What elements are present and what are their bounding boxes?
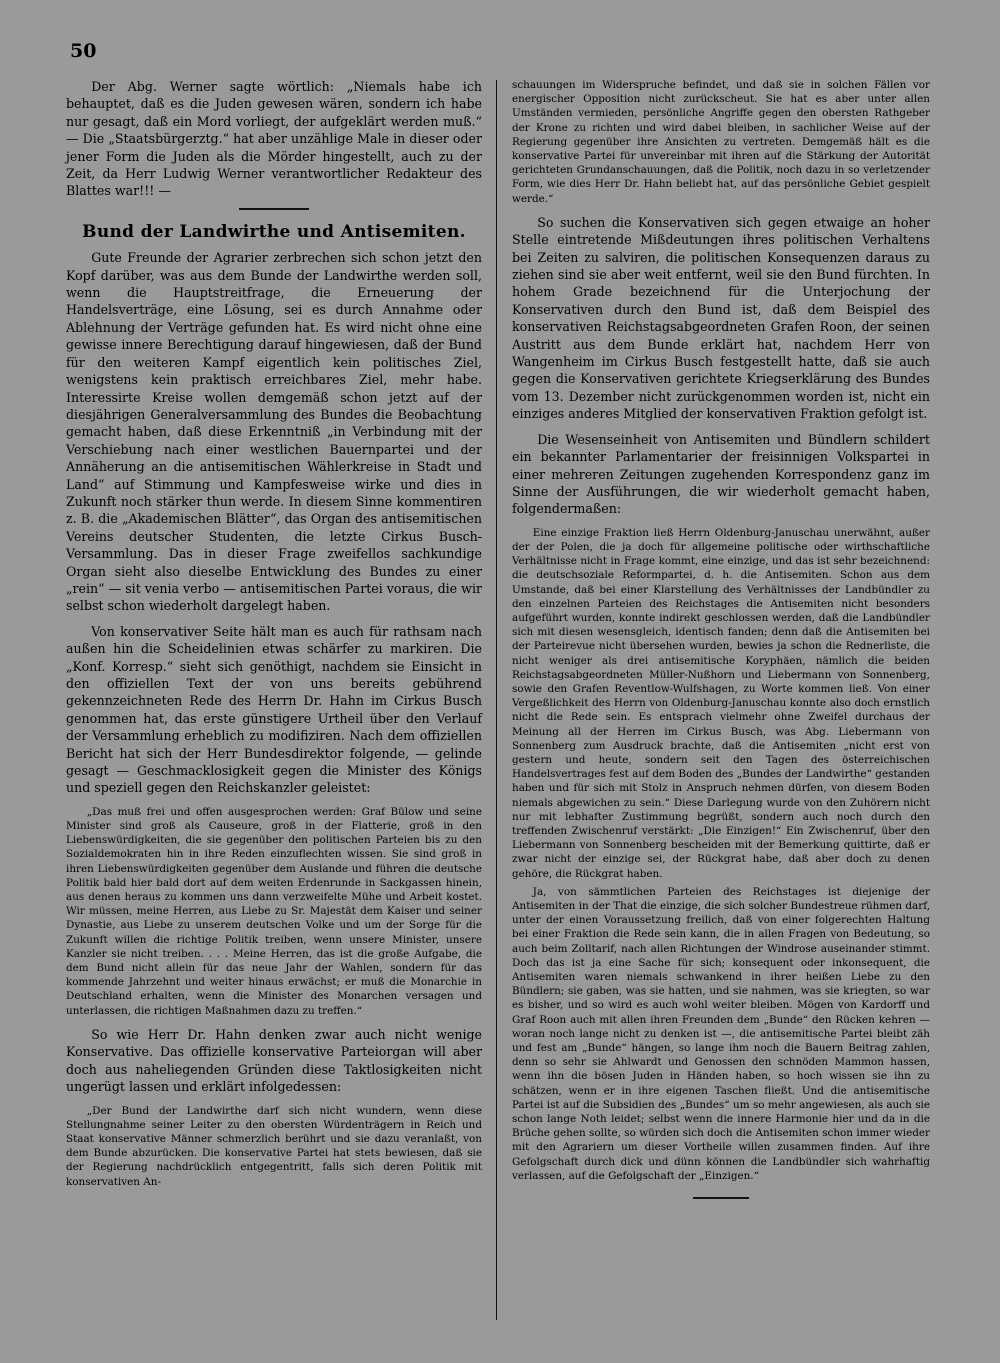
paragraph-hahn: So wie Herr Dr. Hahn denken zwar auch nicht wenige Konservative. Das offizielle konservative Parteiorgan will aber doch aus naheliegenden Gründen diese Taktlosigkeiten nicht ungerügt lassen und erklärt infolgedessen: — [66, 1026, 482, 1095]
divider-rule — [239, 208, 309, 210]
column-divider — [496, 80, 497, 1320]
right-column — [512, 78, 930, 1199]
quote-konserv-korresp: „Der Bund der Landwirthe darf sich nicht wundern, wenn diese Stellungnahme seiner Leiter zu den obersten Würdenträgern in Reich und Staat konservative Männer schmerzlich berührt und sie dazu veranlaßt, von dem Bunde abzurücken. Die konservative Partei hat stets bewiesen, daß sie der Regierung nachdrücklich entgegentritt, falls sich deren Politik mit konservativen An- — [66, 1104, 482, 1188]
quote-hahn-speech: „Das muß frei und offen ausgesprochen werden: Graf Bülow und seine Minister sind groß als Causeure, groß in der Flatterie, groß in den Liebenswürdigkeiten, die sie gegenüber den politischen Parteien bis zu den Sozialdemokraten hin in ihre Reden einzuflechten wissen. Sie sind groß in ihren Liebenswürdigkeiten gegenüber dem Auslande und führen die deutsche Politik bald hier bald dort auf dem weiten Erdenrunde in Sackgassen hinein, aus denen heraus zu kommen uns dann verzweifelte Mühe und Arbeit kostet. Wir müssen, meine Herren, aus Liebe zu Sr. Majestät dem Kaiser und seiner Dynastie, aus Liebe zu unserem deutschen Volke und um der Sorge für die Zukunft willen die richtige Politik treiben, wenn unsere Minister, unsere Kanzler sie nicht treiben. . . . Meine Herren, das ist die große Aufgabe, die dem Bund nicht allein für das neue Jahr der Wahlen, sondern für das kommende Jahrzehnt und weiter hinaus erwächst; er muß die Monarchie in Deutschland erhalten, wenn die Minister des Monarchen versagen und unterlassen, die richtigen Maßnahmen dazu zu treffen.“ — [66, 805, 482, 1017]
quote-correspondence-2: Ja, von sämmtlichen Parteien des Reichstages ist diejenige der Antisemiten in der That die einzige, die sich solcher Bundestreue rühmen darf, unter der einen Voraussetzung freilich, daß von einer folgerechten Haltung bei einer Fraktion die Rede sein kann, die in allen Fragen von Bedeutung, so auch beim Zolltarif, nach allen Richtungen der Windrose auseinander stimmt. Doch das ist ja eine Sache für sich; konsequent oder inkonsequent, die Antisemiten waren niemals schwankend in ihrer heißen Liebe zu den Bündlern; sie gaben, was sie hatten, und sie nahmen, was sie kriegten, so war es bisher, und so wird es auch wohl weiter bleiben. Mögen von Kardorff und Graf Roon auch mit allen ihren Freunden dem „Bunde“ den Rücken kehren — woran noch lange nicht zu denken ist —, die antisemitische Partei bleibt zäh und fest am „Bunde“ hängen, so lange ihm noch die Bauern Beitrag zahlen, denn so sehr sie Ahlwardt und Genossen den schnöden Mammon hassen, wenn ihn die bösen Juden in Händen haben, so hoch wissen sie ihn zu schätzen, wenn er in ihre eigenen Taschen fließt. Und die antisemitische Partei ist auf die Subsidien des „Bundes“ um so mehr angewiesen, als auch sie schon lange Noth leidet; selbst wenn die innere Harmonie hier und da in die Brüche gehen sollte, so würden sich doch die Antisemiten schon immer wieder mit den Agrariern um dieser Vortheile willen zusammen finden. Auf ihre Gefolgschaft durch dick und dünn können die Landbündler sich wahrhaftig verlassen, auf die Gefolgschaft der „Einzigen.“ — [512, 885, 930, 1182]
paragraph-werner: Der Abg. Werner sagte wörtlich: „Niemals habe ich behauptet, daß es die Juden gewesen wären, sondern ich habe nur gesagt, daß ein Mord vorliegt, der aufgeklärt werden muß.“ — Die „Staatsbürgerztg.“ hat aber unzählige Male in dieser oder jener Form die Juden als die Mörder hingestellt, auch zu der Zeit, da Herr Ludwig Werner verantwortlicher Redakteur des Blattes war!!! — — [66, 79, 482, 199]
paragraph-wesenseinheit: Die Wesenseinheit von Antisemiten und Bündlern schildert ein bekannter Parlamentarier der freisinnigen Volkspartei in einer mehreren Zeitungen zugehenden Korrespondenz ganz im Sinne der Ausführungen, die wir wiederholt gemacht haben, folgendermaßen: — [512, 431, 930, 517]
paragraph-intro: Gute Freunde der Agrarier zerbrechen sich schon jetzt den Kopf darüber, was aus dem Bunde der Landwirthe werden soll, wenn die Hauptstreitfrage, die Erneuerung der Handelsverträge, eine Lösung, sei es durch Annahme oder Ablehnung der Verträge gefunden hat. Es wird nicht ohne eine gewisse innere Berechtigung darauf hingewiesen, daß der Bund für den weiteren Kampf eigentlich kein politisches Ziel, wenigstens kein praktisch erreichbares Ziel, mehr habe. Interessirte Kreise wollen demgemäß schon jetzt auf der diesjährigen Generalversammlung des Bundes die Beobachtung gemacht haben, daß diese Erkenntniß „in Verbindung mit der Verschiebung nach einer westlichen Bauernpartei und der Annäherung an die antisemitischen Wählerkreise in Stadt und Land“ auf Stimmung und Kampfesweise wirke und dies in Zukunft noch stärker thun werde. In diesem Sinne kommentiren z. B. die „Akademischen Blätter“, das Organ des antisemitischen Vereins deutscher Studenten, die letzte Cirkus Busch-Versammlung. Das in dieser Frage zweifellos sachkundige Organ sieht also dieselbe Entwicklung des Bundes zu einer „rein“ — sit venia verbo — antisemitischen Partei voraus, die wir selbst schon wiederholt dargelegt haben. — [66, 250, 482, 614]
paragraph-konservative: Von konservativer Seite hält man es auch für rathsam nach außen hin die Scheidelinien etwas schärfer zu markiren. Die „Konf. Korresp.“ sieht sich genöthigt, nachdem sie Einsicht in den offiziellen Text der von uns bereits gebührend gekennzeichneten Rede des Herrn Dr. Hahn im Cirkus Busch genommen hat, das erste günstigere Urtheil über den Verlauf der Versammlung erheblich zu modifiziren. Nach dem offiziellen Bericht hat sich der Herr Bundesdirektor folgende, — gelinde gesagt — Geschmacklosigkeit gegen die Minister des Königs und speziell gegen den Reichskanzler geleistet: — [66, 623, 482, 796]
left-column — [66, 78, 482, 1189]
page-number: 50 — [70, 40, 97, 62]
end-rule — [693, 1197, 749, 1199]
quote-konserv-korresp-continued: schauungen im Widerspruche befindet, und daß sie in solchen Fällen vor energischer Opposition nicht zurückscheut. Sie hat es aber unter allen Umständen vermieden, persönliche Angriffe gegen den obersten Rathgeber der Krone zu richten und wird dabei bleiben, in sachlicher Weise auf der Regierung gegenüber ihre Ansichten zu vertreten. Demgemäß hält es die konservative Partei für unvereinbar mit ihren auf die Stärkung der Autorität gerichteten Grundanschauungen, daß die Politik, noch dazu in so verletzender Form, wie dies Herr Dr. Hahn beliebt hat, auf das persönliche Gebiet gespielt werde.“ — [512, 79, 930, 205]
article-title: Bund der Landwirthe und Antisemiten. — [82, 221, 466, 242]
quote-correspondence-1: Eine einzige Fraktion ließ Herrn Oldenburg-Januschau unerwähnt, außer der der Polen, die ja doch für allgemeine politische oder wirthschaftliche Verhältnisse nicht in Frage kommt, eine einzige, und das ist sehr bezeichnend: die deutschsoziale Reformpartei, d. h. die Antisemiten. Schon aus dem Umstande, daß bei einer Klarstellung des Verhältnisses der Landbündler zu den einzelnen Parteien des Reichstages die Antisemiten nicht besonders aufgeführt wurden, konnte indirekt geschlossen werden, daß die Landbündler sich mit diesen wesensgleich, identisch fanden; denn daß die Antisemiten bei der Parteirevue nicht übersehen wurden, bewies ja schon die Rednerliste, die nicht weniger als drei antisemitische Koryphäen, nämlich die beiden Reichstagsabgeordneten Müller-Nußhorn und Liebermann von Sonnenberg, sowie den Grafen Reventlow-Wulfshagen, zu Worte kommen ließ. Von einer Vergeßlichkeit des Herrn von Oldenburg-Januschau konnte also doch ernstlich nicht die Rede sein. Es entsprach vielmehr ohne Zweifel durchaus der Meinung all der Herren im Cirkus Busch, was Abg. Liebermann von Sonnenberg zum Ausdruck brachte, daß die Antisemiten „nicht erst von gestern und heute, sondern seit den Tagen des österreichischen Handelsvertrages fest auf dem Boden des „Bundes der Landwirthe“ gestanden haben und für sich mit Stolz in Anspruch nehmen dürfen, von diesem Boden niemals abgewichen zu sein.“ Diese Darlegung wurde von den Zuhörern nicht nur mit lebhafter Zustimmung begrüßt, sondern auch noch durch den treffenden Zwischenruf verstärkt: „Die Einzigen!“ Ein Zwischenruf, über den Liebermann von Sonnenberg bescheiden mit der Bemerkung quittirte, daß er zwar nicht der einzige sei, der Rückgrat habe, daß aber doch zu denen gehöre, die Rückgrat haben. — [512, 526, 930, 880]
paragraph-konservative-fear: So suchen die Konservativen sich gegen etwaige an hoher Stelle eintretende Mißdeutungen ihres politischen Verhaltens bei Zeiten zu salviren, die politischen Konsequenzen daraus zu ziehen sind sie aber weit entfernt, weil sie den Bund fürchten. In hohem Grade bezeichnend für die Unterjochung der Konservativen durch den Bund ist, daß dem Beispiel des konservativen Reichstagsabgeordneten Grafen Roon, der seinen Austritt aus dem Bunde erklärt hat, nachdem Herr von Wangenheim im Cirkus Busch festgestellt hatte, daß sie auch gegen die Konservativen gerichtete Kriegserklärung des Bundes vom 13. Dezember nicht zurückgenommen worden ist, nicht ein einziges anderes Mitglied der konservativen Fraktion gefolgt ist. — [512, 214, 930, 422]
